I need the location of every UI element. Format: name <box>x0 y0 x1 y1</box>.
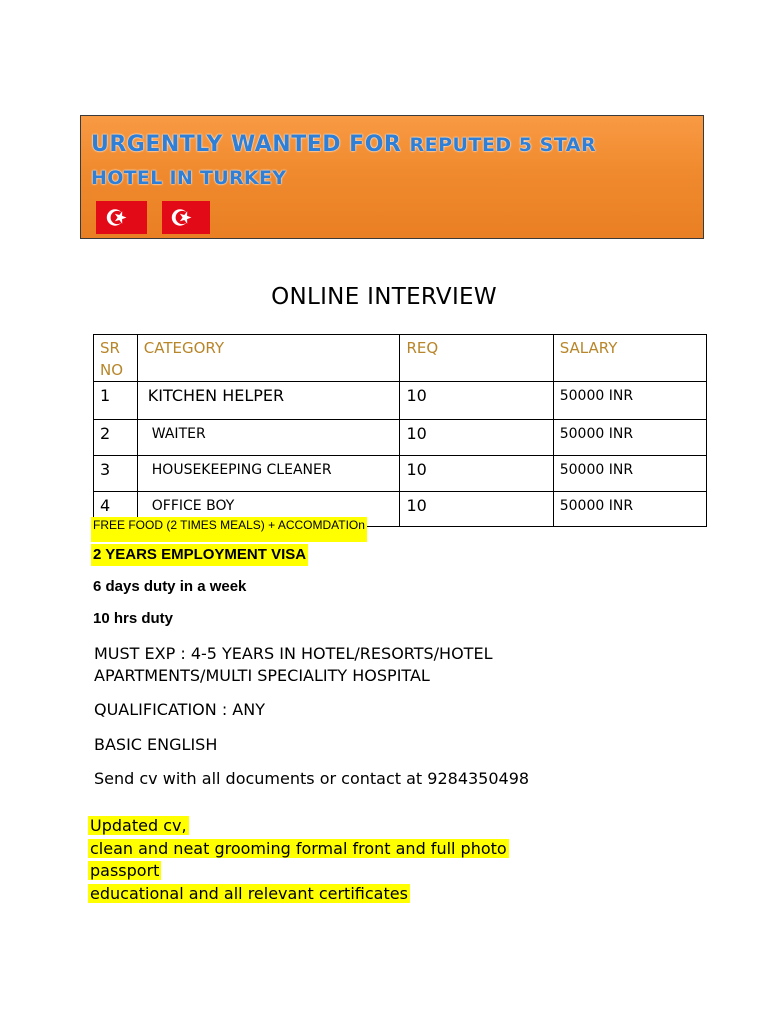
header-category: CATEGORY <box>137 335 400 382</box>
cell-salary: 50000 INR <box>553 492 706 527</box>
cell-req: 10 <box>400 420 553 456</box>
experience-requirement: MUST EXP : 4-5 YEARS IN HOTEL/RESORTS/HOTEL APARTMENTS/MULTI SPECIALITY HOSPITAL <box>94 644 493 685</box>
duty-days: 6 days duty in a week <box>93 578 247 595</box>
cell-category: WAITER <box>137 420 400 456</box>
table-header-row <box>94 335 707 382</box>
document-item <box>88 883 410 905</box>
duty-hours: 10 hrs duty <box>93 610 174 627</box>
table-row <box>94 456 707 492</box>
document-passport: passport <box>90 861 160 880</box>
cell-salary: 50000 INR <box>553 456 706 492</box>
document-item <box>88 860 161 882</box>
document-item <box>88 838 509 860</box>
header-req: REQ <box>400 335 553 382</box>
turkey-flag-icon <box>162 201 210 234</box>
table-row <box>94 382 707 420</box>
banner-title-line1 <box>91 132 596 157</box>
cell-sr: 1 <box>94 382 138 420</box>
cell-category: KITCHEN HELPER <box>137 382 400 420</box>
table-row <box>94 420 707 456</box>
english-requirement: BASIC ENGLISH <box>94 735 218 754</box>
header-banner <box>80 115 704 239</box>
document-cv: Updated cv, <box>90 816 187 835</box>
qualification-requirement: QUALIFICATION : ANY <box>94 700 265 719</box>
cell-sr: 2 <box>94 420 138 456</box>
cell-sr: 3 <box>94 456 138 492</box>
cell-salary: 50000 INR <box>553 420 706 456</box>
turkey-flag-icon <box>96 201 147 234</box>
cell-req: 10 <box>400 456 553 492</box>
document-item <box>88 815 189 837</box>
visa-note: 2 YEARS EMPLOYMENT VISA <box>91 544 308 566</box>
document-certificates: educational and all relevant certificates <box>90 884 408 903</box>
banner-title-line2: HOTEL IN TURKEY <box>91 167 287 189</box>
free-food-note: FREE FOOD (2 TIMES MEALS) + ACCOMDATIOn <box>91 517 367 542</box>
header-sr-no <box>94 335 138 382</box>
header-sr-label: SR <box>100 339 120 357</box>
cell-category: OFFICE BOY <box>137 492 400 527</box>
page-title: ONLINE INTERVIEW <box>271 284 497 310</box>
cell-req: 10 <box>400 492 553 527</box>
document-photo: clean and neat grooming formal front and full photo <box>90 839 507 858</box>
cell-req: 10 <box>400 382 553 420</box>
header-salary: SALARY <box>553 335 706 382</box>
cell-sr: 4 <box>94 492 138 527</box>
job-table <box>93 334 707 527</box>
header-no-label: NO <box>100 361 124 379</box>
cell-category: HOUSEKEEPING CLEANER <box>137 456 400 492</box>
cell-salary: 50000 INR <box>553 382 706 420</box>
banner-title-large: URGENTLY WANTED FOR <box>91 132 402 157</box>
banner-title-small: REPUTED 5 STAR <box>409 134 597 156</box>
contact-line: Send cv with all documents or contact at 9284350498 <box>94 769 530 788</box>
